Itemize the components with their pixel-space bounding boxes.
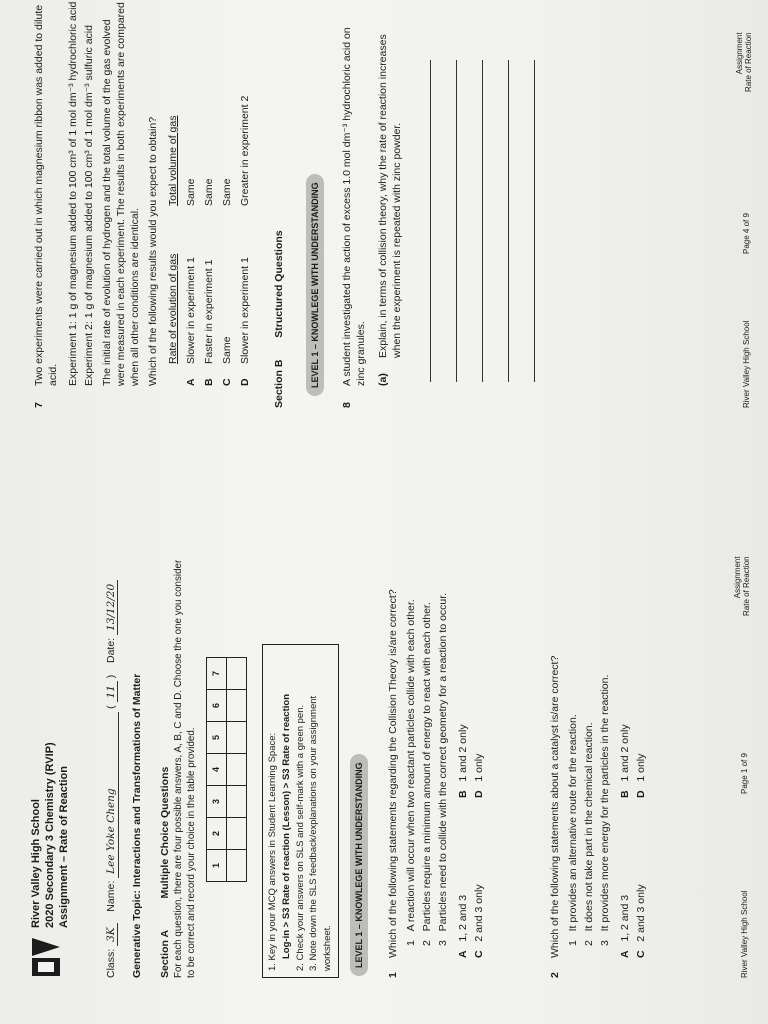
student-info-row <box>104 580 119 978</box>
q1-option-b-letter: B <box>457 790 469 798</box>
school-logo-icon <box>30 936 62 978</box>
index-value: 11 <box>105 681 118 702</box>
q7-experiment-1: Experiment 1: 1 g of magnesium added to 100 cm³ of 1 mol dm⁻³ hydrochloric acid <box>67 1 79 386</box>
q7-row-d-letter[interactable]: D <box>239 378 251 386</box>
q7-row-b-volume: Same <box>203 178 215 206</box>
q8-number: 8 <box>341 402 353 408</box>
footer-assignment-right-line-1: Assignment <box>735 32 744 75</box>
class-value: 3K <box>105 923 118 946</box>
mcq-answer-cell[interactable] <box>227 786 247 818</box>
q7-row-b-rate: Faster in experiment 1 <box>203 259 215 364</box>
mcq-answer-cell[interactable] <box>227 754 247 786</box>
q1-option-a-text: 1, 2 and 3 <box>457 894 469 942</box>
mcq-answer-cell[interactable] <box>227 722 247 754</box>
q2-option-d[interactable] <box>634 754 648 798</box>
mcq-col-3: 3 <box>207 786 227 818</box>
q1-statement-1: 1 A reaction will occur when two reactant particles collide with each other. <box>405 599 417 946</box>
q7-col-volume-header: Total volume of gas <box>167 115 179 206</box>
q1-option-a[interactable] <box>456 895 470 958</box>
q7-row-a-letter[interactable]: A <box>185 378 197 386</box>
mcq-col-2: 2 <box>207 818 227 850</box>
mcq-col-7: 7 <box>207 658 227 690</box>
index-open: ( <box>105 705 117 709</box>
q2-statement-3: 3 It provides more energy for the particles in the reaction. <box>599 674 611 946</box>
mcq-answer-cell[interactable] <box>227 690 247 722</box>
q2-option-d-letter: D <box>635 790 647 798</box>
q8-part-a-line-2: when the experiment is repeated with zinc powder. <box>391 122 403 358</box>
course-title: 2020 Secondary 3 Chemistry (RVIP) <box>43 742 56 928</box>
answer-line[interactable] <box>430 60 431 382</box>
level-1-pill: LEVEL 1 – KNOWLEGE WITH UNDERSTANDING <box>350 754 368 976</box>
q1-option-c[interactable] <box>472 884 486 958</box>
assignment-title: Assignment – Rate of Reaction <box>57 766 70 928</box>
answer-line[interactable] <box>482 60 483 382</box>
q2-option-a-text: 1, 2 and 3 <box>619 894 631 942</box>
q1-option-c-letter: C <box>473 950 485 958</box>
note-2: 2. Check your answers on SLS and self-mark with a green pen. <box>294 704 306 971</box>
q7-row-c-letter[interactable]: C <box>221 378 233 386</box>
q2-statement-2: 2 It does not take part in the chemical reaction. <box>583 722 595 946</box>
q2-option-c-letter: C <box>635 950 647 958</box>
class-label: Class: <box>105 948 117 978</box>
q1-option-d-text: 1 only <box>473 753 485 782</box>
q8-part-a-line-1: Explain, in terms of collision theory, why the rate of reaction increases <box>377 34 389 358</box>
q1-option-b[interactable] <box>456 724 470 798</box>
q7-row-d-rate: Slower in experiment 1 <box>239 257 251 364</box>
footer-page-number: Page 1 of 9 <box>740 753 749 794</box>
q8-stem-line-2: zinc granules. <box>355 321 367 386</box>
footer-assignment <box>734 556 752 616</box>
section-a-instructions-line-2: to be correct and record your choice in the table provided. <box>186 727 197 978</box>
page-1 <box>0 512 768 1024</box>
mcq-answer-table <box>206 657 247 882</box>
q2-option-a[interactable] <box>618 895 632 958</box>
q2-option-a-letter: A <box>619 950 631 958</box>
footer-school-right: River Valley High School <box>742 320 751 408</box>
answer-line[interactable] <box>534 60 535 382</box>
mcq-col-1: 1 <box>207 850 227 882</box>
answer-line[interactable] <box>456 60 457 382</box>
mcq-table-header-row <box>207 658 227 882</box>
q7-stem-line-2: acid. <box>47 363 59 386</box>
footer-assignment-right <box>736 32 754 92</box>
q2-statement-2-text: It does not take part in the chemical reaction. <box>583 722 595 932</box>
q7-paragraph-line-1: The initial rate of evolution of hydrogen and the total volume of the gas evolved <box>101 19 113 386</box>
index-close: ) <box>105 674 117 679</box>
section-a-heading <box>158 767 172 978</box>
q8-part-a-label: (a) <box>377 373 389 386</box>
q7-question: Which of the following results would you expect to obtain? <box>147 116 159 386</box>
section-a-instructions-line-1: For each question, there are four possible answers, A, B, C and D. Choose the one you consider <box>173 559 184 978</box>
q7-row-c-rate: Same <box>221 336 233 364</box>
section-b-label: Section B <box>273 359 285 408</box>
sls-instructions-box <box>262 644 339 978</box>
section-b-heading <box>272 230 286 408</box>
q1-statement-3: 3 Particles need to collide with the correct geometry for a reaction to occur. <box>437 592 449 946</box>
q2-statement-3-text: It provides more energy for the particles in the reaction. <box>599 674 611 932</box>
q1-number: 1 <box>387 972 399 978</box>
mcq-col-5: 5 <box>207 722 227 754</box>
q2-option-b-letter: B <box>619 790 631 798</box>
footer-assignment-line-1: Assignment <box>733 556 742 599</box>
footer-page-number-right: Page 4 of 9 <box>742 213 751 254</box>
q2-option-c-text: 2 and 3 only <box>635 884 647 942</box>
q2-option-d-text: 1 only <box>635 753 647 782</box>
q7-experiment-2: Experiment 2: 1 g of magnesium added to 100 cm³ of 1 mol dm⁻³ sulfuric acid <box>83 25 95 386</box>
date-label: Date: <box>105 637 117 664</box>
name-label: Name: <box>105 880 117 912</box>
q1-option-b-text: 1 and 2 only <box>457 724 469 782</box>
mcq-answer-cell[interactable] <box>227 818 247 850</box>
footer-assignment-line-2: Rate of Reaction <box>741 556 751 616</box>
date-value: 13/12/20 <box>105 580 118 635</box>
mcq-col-4: 4 <box>207 754 227 786</box>
q7-row-a-volume: Same <box>185 178 197 206</box>
note-1-path: Log-in > S3 Rate of reaction (Lesson) > S3 Rate of reaction <box>280 694 292 959</box>
section-b-title: Structured Questions <box>273 230 285 338</box>
school-name: River Valley High School <box>30 799 42 928</box>
footer-assignment-right-line-2: Rate of Reaction <box>743 32 753 92</box>
footer-school: River Valley High School <box>740 890 749 978</box>
q7-row-c-volume: Same <box>221 178 233 206</box>
mcq-answer-row <box>227 658 247 882</box>
q7-col-rate-header: Rate of evolution of gas <box>167 253 179 364</box>
note-3: 3. Note down the SLS feedback/explanations on your assignment worksheet. <box>308 695 334 971</box>
q1-statement-1-text: A reaction will occur when two reactant particles collide with each other. <box>405 599 417 932</box>
q1-statement-2-text: Particles require a minimum amount of energy to react with each other. <box>421 602 433 932</box>
q2-statement-1: 1 It provides an alternative route for the reaction. <box>567 714 579 946</box>
q1-option-c-text: 2 and 3 only <box>473 884 485 942</box>
q8-stem-line-1: A student investigated the action of excess 1.0 mol dm⁻³ hydrochloric acid on <box>341 27 353 386</box>
generative-topic: Generative Topic: Interactions and Transformations of Matter <box>131 673 143 978</box>
q7-paragraph-line-2: were measured in each experiment. The results in both experiments are compared <box>115 2 127 386</box>
q7-row-b-letter[interactable]: B <box>203 378 215 386</box>
q1-option-d-letter: D <box>473 790 485 798</box>
q1-option-a-letter: A <box>457 950 469 958</box>
q1-stem: Which of the following statements regarding the Collision Theory is/are correct? <box>387 589 399 958</box>
q1-statement-3-text: Particles need to collide with the correct geometry for a reaction to occur. <box>437 592 449 932</box>
header-block <box>30 742 71 928</box>
name-value: Lee Yoke Cheng <box>104 712 119 878</box>
note-1: 1. Key in your MCQ answers in Student Learning Space: <box>267 732 278 971</box>
q1-statement-2: 2 Particles require a minimum amount of energy to react with each other. <box>421 602 433 946</box>
mcq-col-6: 6 <box>207 690 227 722</box>
q7-number: 7 <box>33 402 45 408</box>
level-1-pill-section-b: LEVEL 1 – KNOWLEGE WITH UNDERSTANDING <box>306 174 324 396</box>
q7-row-a-rate: Slower in experiment 1 <box>185 257 197 364</box>
q2-option-b-text: 1 and 2 only <box>619 724 631 782</box>
q1-option-d[interactable] <box>472 754 486 798</box>
q7-stem-line-1: Two experiments were carried out in which magnesium ribbon was added to dilute <box>33 4 45 386</box>
q7-paragraph-line-3: when all other conditions are identical. <box>129 207 141 386</box>
q2-option-c[interactable] <box>634 884 648 958</box>
mcq-answer-cell[interactable] <box>227 658 247 690</box>
q2-statement-1-text: It provides an alternative route for the reaction. <box>567 714 579 932</box>
q2-option-b[interactable] <box>618 724 632 798</box>
q2-stem: Which of the following statements about a catalyst is/are correct? <box>549 655 561 958</box>
section-a-label: Section A <box>159 930 171 978</box>
mcq-answer-cell[interactable] <box>227 850 247 882</box>
answer-line[interactable] <box>508 60 509 382</box>
q7-row-d-volume: Greater in experiment 2 <box>239 95 251 206</box>
section-a-title: Multiple Choice Questions <box>159 766 171 899</box>
q2-number: 2 <box>549 972 561 978</box>
